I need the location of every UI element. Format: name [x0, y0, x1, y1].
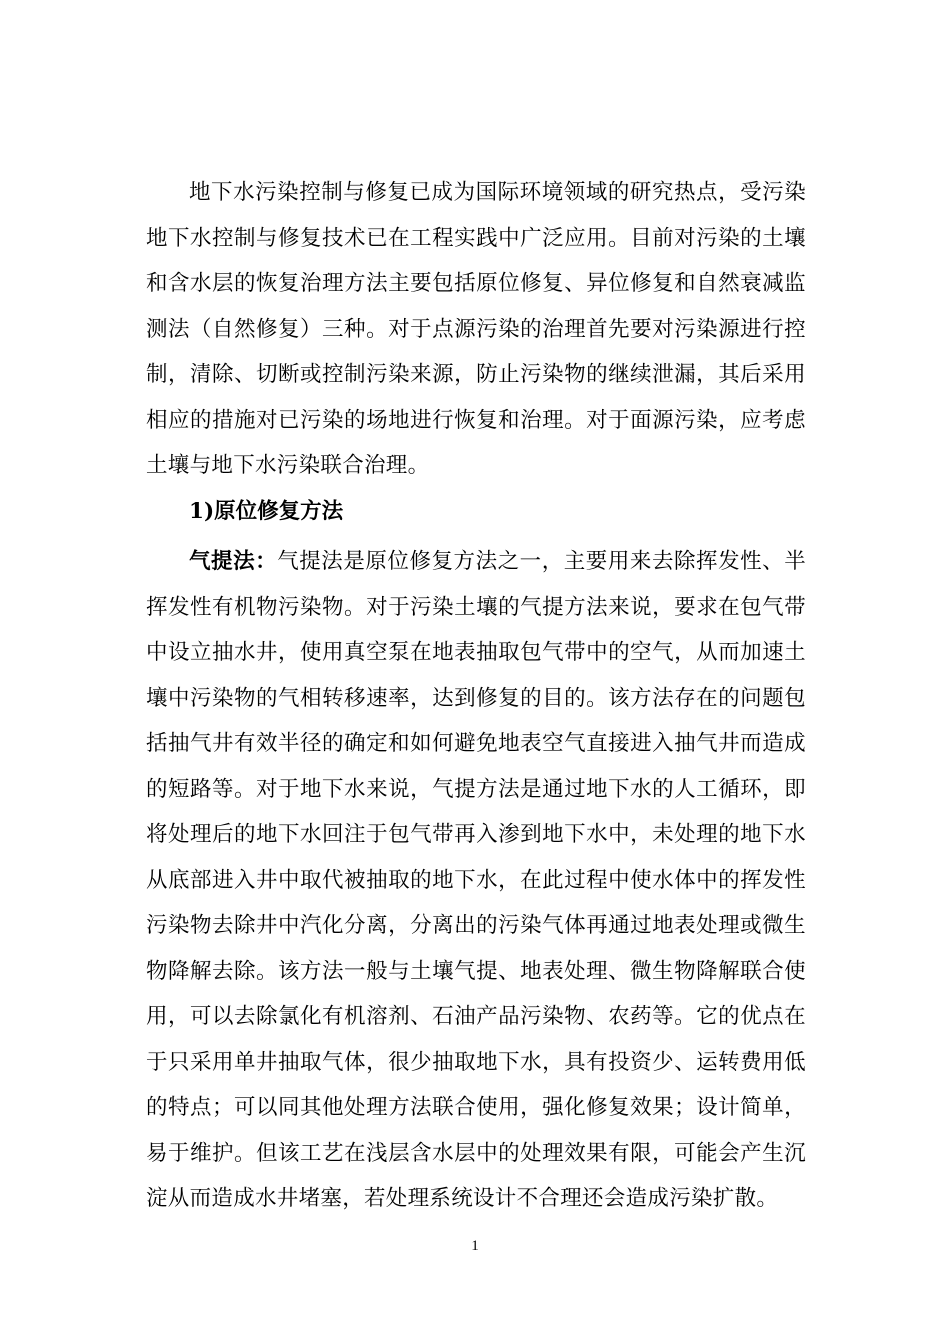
- air-stripping-body-text: 气提法是原位修复方法之一，主要用来去除挥发性、半挥发性有机物污染物。对于污染土壤的气提方法来说，要求在包气带中设立抽水井，使用真空泵在地表抽取包气带中的空气，从而加速土壤中污染物的气相转移速率，达到修复的目的。该方法存在的问题包括抽气井有效半径的确定和如何避免地表空气直接进入抽气井而造成的短路等。对于地下水来说，气提方法是通过地下水的人工循环，即将处理后的地下水回注于包气带再入渗到地下水中，未处理的地下水从底部进入井中取代被抽取的地下水，在此过程中使水体中的挥发性污染物去除井中汽化分离，分离出的污染气体再通过地表处理或微生物降解去除。该方法一般与土壤气提、地表处理、微生物降解联合使用，可以去除氯化有机溶剂、石油产品污染物、农药等。它的优点在于只采用单井抽取气体，很少抽取地下水，具有投资少、运转费用低的特点；可以同其他处理方法联合使用，强化修复效果；设计简单，易于维护。但该工艺在浅层含水层中的处理效果有限，可能会产生沉淀从而造成水井堵塞，若处理系统设计不合理还会造成污染扩散。: [146, 549, 807, 1211]
- air-stripping-paragraph: [146, 539, 806, 1222]
- air-stripping-lead-term: 气提法：: [189, 549, 278, 574]
- page-number: 1: [471, 1238, 479, 1254]
- section-heading-in-situ-remediation: 1)原位修复方法: [189, 499, 344, 524]
- intro-paragraph: 地下水污染控制与修复已成为国际环境领域的研究热点，受污染地下水控制与修复技术已在工程实践中广泛应用。目前对污染的土壤和含水层的恢复治理方法主要包括原位修复、异位修复和自然衰减监测法（自然修复）三种。对于点源污染的治理首先要对污染源进行控制，清除、切断或控制污染来源，防止污染物的继续泄漏，其后采用相应的措施对已污染的场地进行恢复和治理。对于面源污染，应考虑土壤与地下水污染联合治理。: [146, 180, 806, 478]
